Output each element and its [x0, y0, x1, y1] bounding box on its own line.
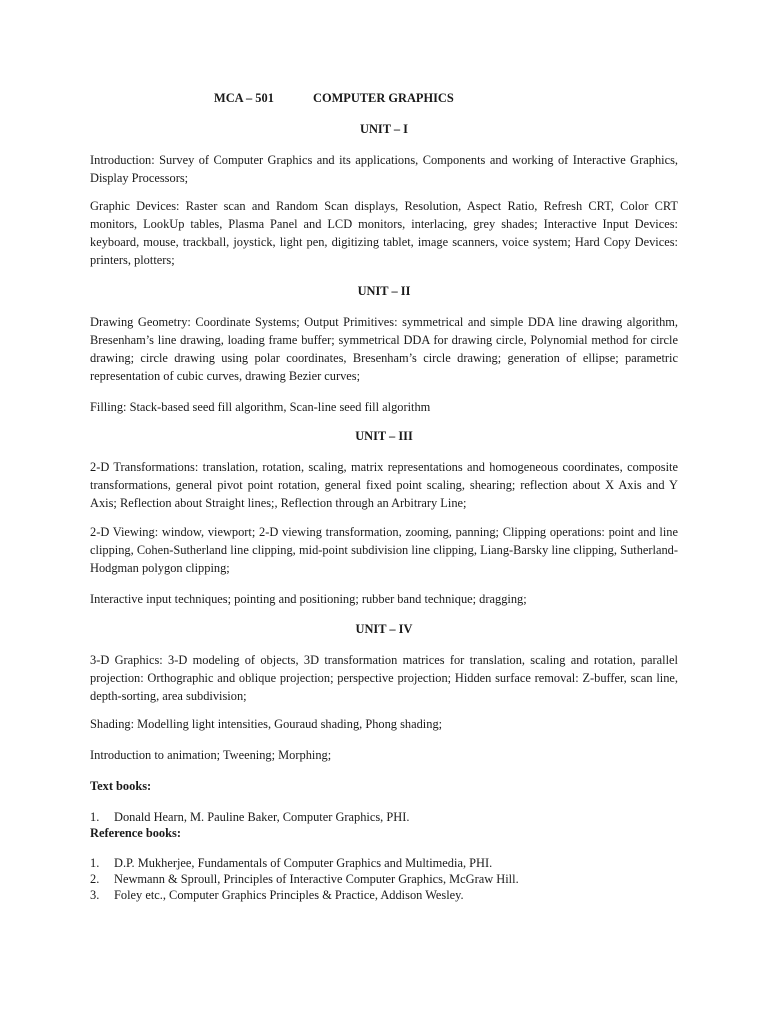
text-books-heading: Text books: [90, 779, 152, 793]
paragraph: Interactive input techniques; pointing and positioning; rubber band technique; dragging; [90, 592, 527, 606]
list-number: 1. [90, 856, 100, 870]
unit-heading-1: UNIT – I [360, 122, 408, 136]
paragraph: Introduction: Survey of Computer Graphics and its applications, Components and working of Interactive Graphics, Display Processors; [90, 153, 678, 185]
paragraph: Shading: Modelling light intensities, Gouraud shading, Phong shading; [90, 717, 443, 731]
list-text: Newmann & Sproull, Principles of Interactive Computer Graphics, McGraw Hill. [114, 872, 519, 886]
list-number: 2. [90, 872, 100, 886]
reference-books-heading: Reference books: [90, 826, 181, 840]
paragraph: Graphic Devices: Raster scan and Random Scan displays, Resolution, Aspect Ratio, Refresh CRT, Color CRT monitors, LookUp tables, Plasma Panel and LCD monitors, interlacing, grey shades; Interactive Input Devices: keyboard, mouse, trackball, joystick, light pen, digitizing tablet, image scanners, voice system; Hard Copy Devices: printers, plotters; [90, 199, 678, 267]
paragraph: 3-D Graphics: 3-D modeling of objects, 3D transformation matrices for translation, scaling and rotation, parallel projection: Orthographic and oblique projection; perspective projection; Hidden surface removal: Z-buffer, scan line, depth-sorting, area subdivision; [90, 653, 678, 703]
list-text: Donald Hearn, M. Pauline Baker, Computer Graphics, PHI. [114, 810, 410, 824]
unit-heading-3: UNIT – III [355, 429, 413, 443]
paragraph: 2-D Transformations: translation, rotation, scaling, matrix representations and homogeneous coordinates, composite transformations, general pivot point rotation, general fixed point scaling, shearing; reflection about X Axis and Y Axis; Reflection about Straight lines;, Reflection through an Arbitrary Line; [90, 460, 678, 510]
list-number: 3. [90, 888, 100, 902]
paragraph: Filling: Stack-based seed fill algorithm, Scan-line seed fill algorithm [90, 400, 431, 414]
page-title [214, 89, 454, 107]
list-item [90, 886, 678, 904]
list-text: Foley etc., Computer Graphics Principles & Practice, Addison Wesley. [114, 888, 464, 902]
paragraph: Drawing Geometry: Coordinate Systems; Output Primitives: symmetrical and simple DDA line drawing algorithm, Bresenham’s line drawing, loading frame buffer; symmetrical DDA for drawing circle, Polynomial method for circle drawing; circle drawing using polar coordinates, Bresenham’s circle drawing; generation of ellipse; parametric representation of cubic curves, drawing Bezier curves; [90, 315, 678, 383]
paragraph: 2-D Viewing: window, viewport; 2-D viewing transformation, zooming, panning; Clipping operations: point and line clipping, Cohen-Sutherland line clipping, mid-point subdivision line clipping, Liang-Barsky line clipping, Sutherland-Hodgman polygon clipping; [90, 525, 678, 575]
paragraph: Introduction to animation; Tweening; Morphing; [90, 748, 332, 762]
unit-heading-2: UNIT – II [357, 284, 411, 298]
list-number: 1. [90, 810, 100, 824]
unit-heading-4: UNIT – IV [355, 622, 413, 636]
course-title: COMPUTER GRAPHICS [313, 91, 454, 105]
list-text: D.P. Mukherjee, Fundamentals of Computer Graphics and Multimedia, PHI. [114, 856, 493, 870]
course-code: MCA – 501 [214, 91, 274, 105]
